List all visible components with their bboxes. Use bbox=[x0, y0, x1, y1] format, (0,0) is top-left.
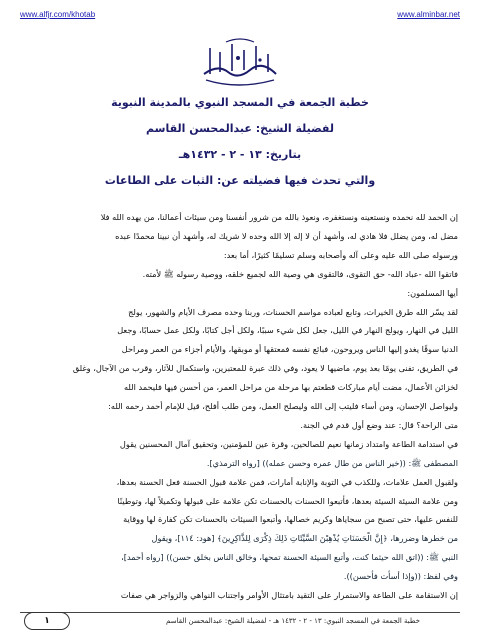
body-line: في الطريق، تفنى يومًا بعد يوم، ماضيها لا يعود، وفي ذلك عبرة للمعتبرين، واستكمال للآثار، وقرب من الآجال، وغلق bbox=[72, 363, 458, 374]
alminbar-link[interactable]: www.alminbar.net bbox=[397, 10, 460, 19]
body-line: الدنيا سوقًا يغدو إليها الناس ويروحون، فبائع نفسه فمعتقها أو موبقها، والأيام أجزاء من العمر ومراحل bbox=[121, 344, 458, 355]
body-line: وفي لفظ: ((وإذا أسأت فأحسن)). bbox=[343, 571, 458, 582]
body-line: في استدامة الطاعة وامتداد زمانها نعيم للصالحين، وقرة عين للمؤمنين، وتحقيق آمال المحسنين يقول bbox=[119, 438, 458, 449]
body-line: مضل له، ومن يضلل فلا هادي له، وأشهد أن لا إله إلا الله وحده لا شريك له، وأشهد أن نبينا محمدًا عبده bbox=[115, 230, 458, 241]
body-line: لخزائن الأعمال، مضت أيام مباركات قطعتم بها مرحلة من مراحل العمر، من أحسن فيها فليحمد الله bbox=[123, 382, 458, 393]
body-line: إن الاستقامة على الطاعة والاستمرار على التقيد بامتثال الأوامر واجتناب النواهي والزواجر هي صفات bbox=[120, 590, 458, 600]
topic-line: والتي تحدث فيها فضيلته عن: الثبات على الطاعات bbox=[104, 174, 376, 187]
footer-divider bbox=[20, 612, 460, 613]
body-line: المصطفى ﷺ: ((خير الناس من طال عمره وحسن عمله)) [رواه الترمذي]. bbox=[206, 457, 458, 468]
body-line: فاتقوا الله -عباد الله- حق التقوى، فالتقوى هي وصية الله لجميع خلقه، ووصية رسوله ﷺ لأمته. bbox=[142, 268, 458, 279]
body-line: إن الحمد لله نحمده ونستعينه ونستغفره، ونعوذ بالله من شرور أنفسنا ومن سيئات أعمالنا، من يهده الله فلا bbox=[100, 212, 458, 222]
sermon-title: خطبة الجمعة في المسجد النبوي بالمدينة النبوية bbox=[111, 96, 369, 109]
date-line: بتاريخ: ١٣ - ٢ - ١٤٣٢هـ bbox=[178, 148, 302, 161]
body-line: الليل في النهار، ويولج النهار في الليل، جعل لكل شيء سببًا، ولكل أجل كتابًا، ولكل عمل حسابًا، وجعل bbox=[117, 325, 458, 336]
body-line: ومن علامة السيئة السيئة بعدها، فأتبعوا الحسنات بالحسنات تكن علامة على قبولها وتكميلاً لها، وتوطينًا bbox=[117, 495, 458, 506]
basmala-calligraphy bbox=[198, 34, 282, 92]
body-line: ورسوله صلى الله عليه وعلى آله وأصحابه وسلم تسليمًا كثيرًا، أما بعد: bbox=[223, 249, 458, 260]
body-line: أيها المسلمون: bbox=[407, 287, 458, 298]
page-number: ١ bbox=[24, 612, 70, 630]
alfjr-link[interactable]: www.alfjr.com/khotab bbox=[20, 10, 96, 19]
body-line: متى الراحة؟ قال: عند وضع أول قدم في الجنة. bbox=[300, 419, 458, 430]
body-line: لقد يسّر الله طرق الخيرات، وتابع لعباده مواسم الحسنات، وربنا وحده مصرف الأيام والشهور، يولج bbox=[128, 306, 458, 317]
body-line: وليواصل الإحسان، ومن أساء فليتب إلى الله وليصلح العمل، ومن طلب أفلح، قيل للإمام أحمد رحمه الله: bbox=[108, 401, 458, 411]
footer-caption: خطبة الجمعة في المسجد النبوي: ١٣ - ٢ - ١٤٣٢ هـ - لفضيلة الشيخ: عبدالمحسن القاسم bbox=[166, 617, 420, 625]
body-line: من خطرها وضررها، ﴿إِنَّ الْحَسَنَاتِ يُذْهِبْنَ السَّيِّئَاتِ ذَلِكَ ذِكْرَى لِلذَّاكِرِينَ﴾ [هود: ١١٤]، ويقول bbox=[151, 533, 458, 544]
speaker-line: لفضيلة الشيخ: عبدالمحسن القاسم bbox=[146, 122, 334, 135]
body-line: للنفس عليها، حتى تصبح من سجاياها وكريم خصالها، وأتبعوا السيئات بالحسنات تكن كفارة لها ووقاية bbox=[123, 514, 458, 525]
body-line: ولقبول العمل علامات، وللكذب في التوبة والإنابة أمارات، فمن علامة قبول الحسنة فعل الحسنة بعدها، bbox=[116, 476, 458, 487]
body-line: النبي ﷺ: ((اتق الله حيثما كنت، وأتبع السيئة الحسنة تمحها، وخالق الناس بخلق حسن)) [رواه أحمد]، bbox=[121, 552, 458, 563]
